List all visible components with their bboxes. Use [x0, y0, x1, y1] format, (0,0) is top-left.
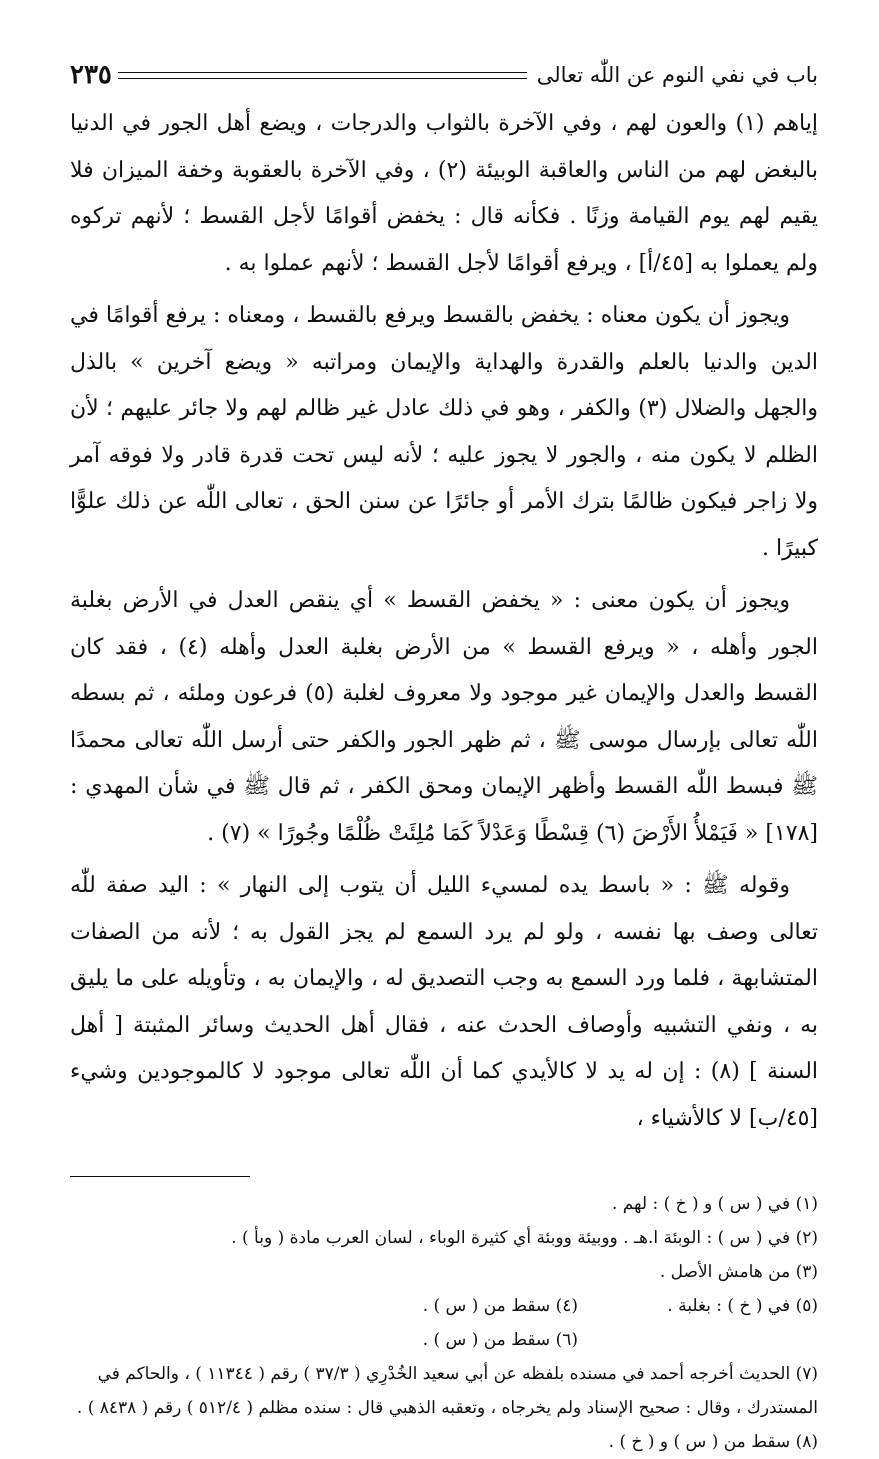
footnote-6-spacer [578, 1323, 818, 1357]
footnote-3: (٣) من هامش الأصل . [659, 1262, 818, 1282]
footnote-8: (٨) سقط من ( س ) و ( خ ) . [608, 1432, 818, 1452]
footnote-7: (٧) الحديث أخرجه أحمد في مسنده بلفظه عن أبي سعيد الخُدْرِي ( ٣٧/٣ ) رقم ( ١١٣٤٤ ) ، والحاكم في المستدرك ، وقال : صحيح الإسناد ولم يخرجاه ، وتعقبه الذهبي قال : سنده مظلم ( ٥١٢/٤ ) رقم ( ٨٤٣٨ ) . [76, 1364, 818, 1418]
footnote-separator-wrap [70, 1148, 818, 1187]
main-text [70, 101, 818, 1142]
footnote-4: (٤) سقط من ( س ) . [422, 1296, 578, 1316]
footnotes [70, 1187, 818, 1459]
footnote-1: (١) في ( س ) و ( خ ) : لهم . [611, 1194, 818, 1214]
page-number: ٢٣٥ [70, 60, 112, 90]
running-header [70, 55, 818, 95]
paragraph-1: إياهم (١) والعون لهم ، وفي الآخرة بالثواب والدرجات ، ويضع أهل الجور في الدنيا بالبغض لهم من الناس والعاقبة الوبيئة (٢) ، وفي الآخرة بالعقوبة وخفة الميزان فلا يقيم لهم يوم القيامة وزنًا . فكأنه قال : يخفض أقوامًا لأجل القسط ؛ لأنهم تركوه ولم يعملوا به [٤٥/أ] ، ويرفع أقوامًا لأجل القسط ؛ لأنهم عملوا به . [70, 111, 818, 276]
paragraph-3: ويجوز أن يكون معنى : « يخفض القسط » أي ينقص العدل في الأرض بغلبة الجور وأهله ، « ويرفع القسط » من الأرض بغلبة العدل وأهله (٤) ، فقد كان القسط والعدل والإيمان غير موجود ولا معروف لغلبة (٥) فرعون وملئه ، ثم بسطه اللّٰه تعالى بإرسال موسى ﷺ ، ثم ظهر الجور والكفر حتى أرسل اللّٰه تعالى محمدًا ﷺ فبسط اللّٰه القسط وأظهر الإيمان ومحق الكفر ، ثم قال ﷺ في شأن المهدي : [١٧٨] « فَيَمْلأُ الأَرْضَ (٦) قِسْطًا وَعَدْلاً كَمَا مُلِئَتْ ظُلْمًا وجُورًا » (٧) . [70, 588, 818, 846]
footnote-row-6 [70, 1323, 818, 1357]
chapter-title: باب في نفي النوم عن اللّٰه تعالى [536, 63, 818, 87]
footnote-separator [70, 1176, 250, 1177]
book-page [70, 55, 818, 1459]
footnote-5: (٥) في ( خ ) : بغلبة . [667, 1296, 818, 1316]
footnote-6: (٦) سقط من ( س ) . [422, 1330, 578, 1350]
paragraph-4: وقوله ﷺ : « باسط يده لمسيء الليل أن يتوب إلى النهار » : اليد صفة للّٰه تعالى وصف بها نفسه ، ولو لم يرد السمع لم يجز القول به ؛ لأنه من الصفات المتشابهة ، فلما ورد السمع به وجب التصديق له ، والإيمان به ، وتأويله على ما يليق به ، ونفي التشبيه وأوصاف الحدث عنه ، فقال أهل الحديث وسائر المثبتة [ أهل السنة ] (٨) : إن له يد لا كالأيدي كما أن اللّٰه تعالى موجود لا كالموجودين وشيء [٤٥/ب] لا كالأشياء ، [70, 873, 819, 1131]
footnote-2: (٢) في ( س ) : الوبئة ا.هـ . ووبيئة ووبئة أي كثيرة الوباء ، لسان العرب مادة ( وبأ ) . [231, 1228, 818, 1248]
footnote-row-4-5 [70, 1289, 818, 1323]
paragraph-2: ويجوز أن يكون معناه : يخفض بالقسط ويرفع بالقسط ، ومعناه : يرفع أقوامًا في الدين والدنيا بالعلم والقدرة والهداية والإيمان ومراتبه « ويضع آخرين » بالذل والجهل والضلال (٣) والكفر ، وهو في ذلك عادل غير ظالم لهم ولا جائر عليهم ؛ لأن الظلم لا يكون منه ، والجور لا يجوز عليه ؛ لأنه ليس تحت قدرة قادر ولا فوقه آمر ولا زاجر فيكون ظالمًا بترك الأمر أو جائرًا عن سنن الحق ، تعالى اللّٰه عن ذلك علوًّا كبيرًا . [70, 303, 819, 561]
header-double-rule [118, 72, 527, 79]
